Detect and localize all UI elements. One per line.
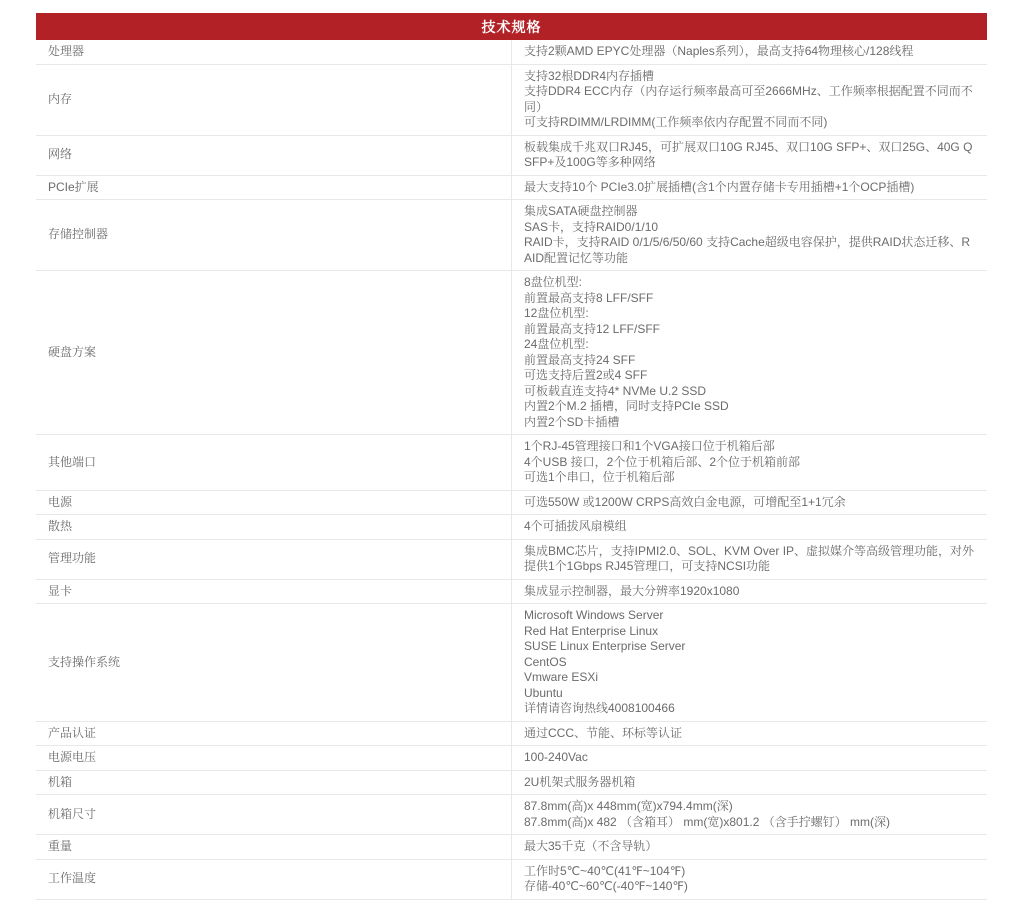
spec-value-line: Vmware ESXi [524, 670, 599, 684]
spec-value-line: 可选支持后置2或4 SFF [524, 368, 648, 382]
spec-value-line: Red Hat Enterprise Linux [524, 623, 659, 638]
spec-label: 网络 [36, 135, 512, 175]
spec-row-voltage [36, 746, 987, 771]
spec-value-line: 板载集成千兆双口RJ45，可扩展双口10G RJ45、双口10G SFP+、双口25G、40G QSFP+及100G等多种网络 [524, 139, 973, 169]
spec-value-line: 可板载直连支持4* NVMe U.2 SSD [524, 383, 707, 398]
spec-row-pcie [36, 175, 987, 200]
spec-value-line: 前置最高支持8 LFF/SFF [524, 290, 654, 305]
spec-value [512, 859, 988, 899]
spec-value-line: 12盘位机型: [524, 306, 589, 320]
spec-label: 处理器 [36, 40, 512, 64]
spec-label: 显卡 [36, 579, 512, 604]
spec-row-memory [36, 64, 987, 135]
spec-value [512, 64, 988, 135]
spec-value [512, 795, 988, 835]
spec-label: 散热 [36, 515, 512, 540]
spec-table [36, 13, 987, 900]
spec-value-line: 4个可插拔风扇模组 [524, 519, 627, 533]
spec-value-line: 集成BMC芯片，支持IPMI2.0、SOL、KVM Over IP、虚拟媒介等高级管理功能，对外提供1个1Gbps RJ45管理口，可支持NCSI功能 [524, 543, 975, 573]
spec-value-line: 支持2颗AMD EPYC处理器（Naples系列），最高支持64物理核心/128线程 [524, 44, 914, 58]
spec-label: 管理功能 [36, 539, 512, 579]
spec-value [512, 271, 988, 435]
spec-value-line: 8盘位机型: [524, 275, 583, 289]
spec-value [512, 135, 988, 175]
spec-value [512, 835, 988, 860]
spec-value [512, 721, 988, 746]
spec-label: 其他端口 [36, 435, 512, 491]
spec-label: 硬盘方案 [36, 271, 512, 435]
spec-value [512, 200, 988, 271]
spec-value-line: 24盘位机型: [524, 337, 589, 351]
spec-label: 机箱尺寸 [36, 795, 512, 835]
spec-value-line: 支持32根DDR4内存插槽 [524, 68, 655, 83]
spec-row-os [36, 604, 987, 722]
spec-row-chassis [36, 770, 987, 795]
spec-label: PCIe扩展 [36, 175, 512, 200]
spec-row-drive-scheme [36, 271, 987, 435]
spec-value-line: 可选1个串口，位于机箱后部 [524, 470, 675, 484]
table-title: 技术规格 [36, 13, 987, 40]
spec-value [512, 435, 988, 491]
spec-value-line: 最大35千克（不含导轨） [524, 839, 658, 853]
spec-value-line: RAID卡，支持RAID 0/1/5/6/50/60 支持Cache超级电容保护，提供RAID状态迁移、RAID配置记忆等功能 [524, 235, 971, 265]
spec-row-graphics [36, 579, 987, 604]
spec-label: 电源 [36, 490, 512, 515]
spec-value-line: 工作时5℃~40℃(41℉~104℉) [524, 863, 686, 878]
spec-row-certification [36, 721, 987, 746]
spec-value-line: 前置最高支持24 SFF [524, 352, 636, 367]
spec-label: 内存 [36, 64, 512, 135]
spec-value-line: 内置2个SD卡插槽 [524, 414, 620, 429]
spec-label: 重量 [36, 835, 512, 860]
spec-value-line: 内置2个M.2 插槽，同时支持PCIe SSD [524, 399, 729, 413]
spec-value [512, 579, 988, 604]
spec-value-line: 集成SATA硬盘控制器 [524, 204, 638, 218]
spec-value-line: SUSE Linux Enterprise Server [524, 639, 686, 653]
spec-label: 存储控制器 [36, 200, 512, 271]
spec-value [512, 604, 988, 722]
spec-value-line: 2U机架式服务器机箱 [524, 774, 636, 789]
spec-value-line: 87.8mm(高)x 482 （含箱耳） mm(宽)x801.2 （含手拧螺钉） mm(深) [524, 814, 891, 829]
spec-value [512, 175, 988, 200]
spec-row-cooling [36, 515, 987, 540]
spec-value-line: 存储-40℃~60℃(-40℉~140℉) [524, 879, 688, 893]
spec-value-line: 可选550W 或1200W CRPS高效白金电源，可增配至1+1冗余 [524, 494, 846, 509]
spec-value [512, 515, 988, 540]
spec-value-line: 支持DDR4 ECC内存（内存运行频率最高可至2666MHz、工作频率根据配置不同而不同） [524, 84, 973, 114]
spec-row-processor [36, 40, 987, 64]
spec-value-line: 通过CCC、节能、环标等认证 [524, 725, 682, 740]
spec-label: 支持操作系统 [36, 604, 512, 722]
spec-value [512, 746, 988, 771]
spec-row-management [36, 539, 987, 579]
spec-row-storage-controller [36, 200, 987, 271]
spec-value-line: 集成显示控制器，最大分辨率1920x1080 [524, 583, 740, 598]
spec-value-line: 最大支持10个 PCIe3.0扩展插槽(含1个内置存储卡专用插槽+1个OCP插槽) [524, 179, 915, 194]
spec-value-line: SAS卡，支持RAID0/1/10 [524, 219, 659, 234]
spec-value [512, 539, 988, 579]
spec-label: 工作温度 [36, 859, 512, 899]
spec-value-line: CentOS [524, 654, 567, 669]
spec-label: 机箱 [36, 770, 512, 795]
spec-row-dimensions [36, 795, 987, 835]
spec-value-line: 前置最高支持12 LFF/SFF [524, 321, 661, 336]
spec-value-line: 可支持RDIMM/LRDIMM(工作频率依内存配置不同而不同) [524, 115, 828, 129]
spec-value-line: 4个USB 接口，2个位于机箱后部、2个位于机箱前部 [524, 454, 801, 469]
spec-value [512, 770, 988, 795]
spec-value [512, 40, 988, 64]
spec-value-line: 详情请咨询热线4008100466 [524, 701, 675, 715]
table-header-row [36, 13, 987, 40]
spec-value-line: Microsoft Windows Server [524, 608, 664, 622]
spec-value-line: 100-240Vac [524, 750, 588, 764]
spec-row-psu [36, 490, 987, 515]
spec-value [512, 490, 988, 515]
spec-row-weight [36, 835, 987, 860]
spec-label: 产品认证 [36, 721, 512, 746]
spec-value-line: 87.8mm(高)x 448mm(宽)x794.4mm(深) [524, 799, 733, 813]
spec-row-temperature [36, 859, 987, 899]
spec-row-other-ports [36, 435, 987, 491]
spec-row-network [36, 135, 987, 175]
spec-label: 电源电压 [36, 746, 512, 771]
spec-value-line: Ubuntu [524, 685, 563, 700]
spec-value-line: 1个RJ-45管理接口和1个VGA接口位于机箱后部 [524, 439, 775, 453]
